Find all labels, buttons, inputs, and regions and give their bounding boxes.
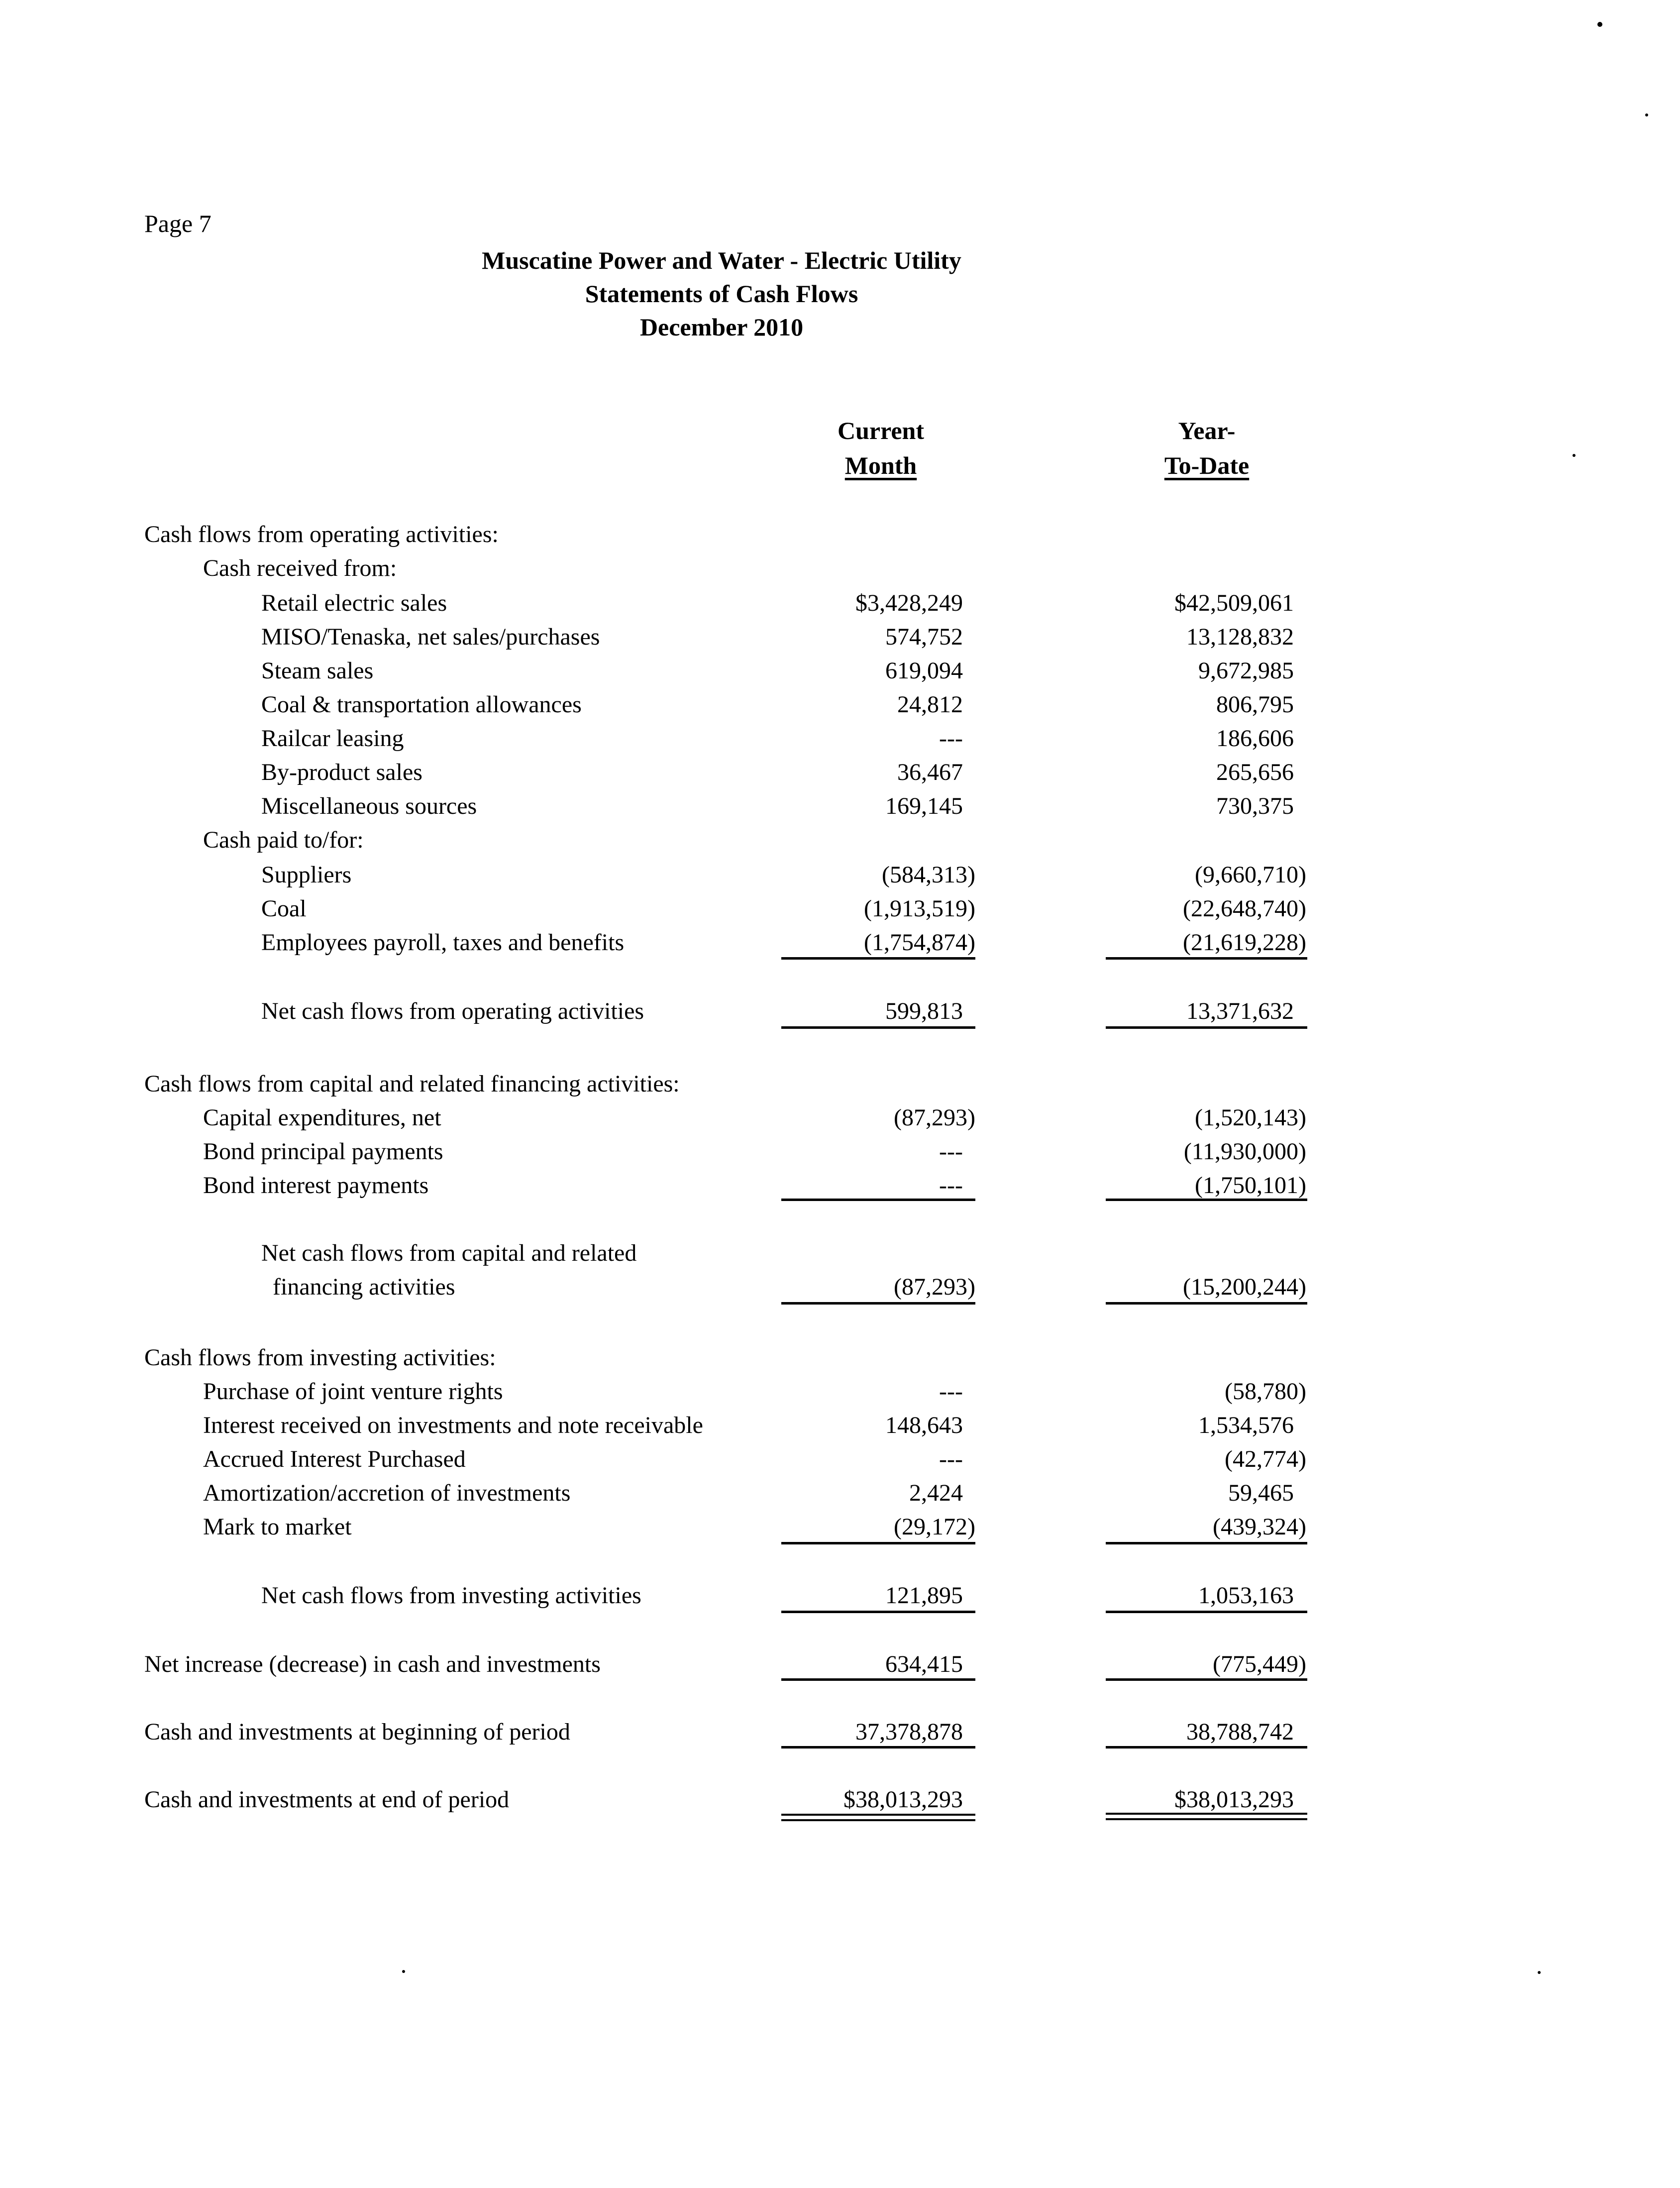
statement-title <box>0 244 1443 344</box>
scan-speck <box>1573 454 1575 457</box>
total-rule <box>781 1026 975 1029</box>
total-rule <box>781 1302 975 1305</box>
subtotal-rule <box>781 1199 975 1201</box>
total-rule <box>1106 1026 1307 1029</box>
total-row-operating: Net cash flows from operating activities 599,813 13,371,632 <box>261 998 1294 1024</box>
table-row: MISO/Tenaska, net sales/purchases 574,752 13,128,832 <box>261 624 1294 650</box>
subtotal-rule <box>781 1542 975 1544</box>
section-heading-operating: Cash flows from operating activities: <box>144 521 499 547</box>
total-row-financing-label: Net cash flows from capital and related <box>261 1240 637 1266</box>
table-row: Coal (1,913,519) (22,648,740) <box>261 895 1306 922</box>
total-rule <box>1106 1302 1307 1305</box>
subheading-cash-paid: Cash paid to/for: <box>203 827 364 853</box>
table-row: Employees payroll, taxes and benefits (1,754,874) (21,619,228) <box>261 929 1306 956</box>
total-rule <box>1106 1611 1307 1613</box>
subtotal-rule <box>1106 1199 1307 1201</box>
statement-name: Statements of Cash Flows <box>585 280 858 308</box>
double-rule-top <box>781 1814 975 1816</box>
table-row: By-product sales 36,467 265,656 <box>261 759 1294 785</box>
subtotal-rule <box>781 957 975 960</box>
beginning-balance-row: Cash and investments at beginning of period 37,378,878 38,788,742 <box>144 1719 1294 1745</box>
table-row: Railcar leasing --- 186,606 <box>261 725 1294 752</box>
total-rule <box>1106 1746 1307 1749</box>
double-rule-bottom <box>1106 1818 1307 1820</box>
ending-balance-row: Cash and investments at end of period $38,013,293 $38,013,293 <box>144 1786 1294 1813</box>
table-row: Suppliers (584,313) (9,660,710) <box>261 862 1306 888</box>
total-row-financing: financing activities (87,293) (15,200,244) <box>273 1274 1306 1300</box>
scan-speck <box>1538 1971 1541 1974</box>
table-row: Mark to market (29,172) (439,324) <box>203 1514 1306 1540</box>
table-row: Capital expenditures, net (87,293) (1,520,143) <box>203 1104 1306 1131</box>
net-change-row: Net increase (decrease) in cash and investments 634,415 (775,449) <box>144 1651 1306 1677</box>
total-rule <box>781 1611 975 1613</box>
column-header-current-month: Current Month <box>837 417 925 479</box>
subtotal-rule <box>1106 1542 1307 1544</box>
table-row: Accrued Interest Purchased --- (42,774) <box>203 1446 1306 1472</box>
double-rule-bottom <box>781 1819 975 1821</box>
table-row: Purchase of joint venture rights --- (58,780) <box>203 1378 1306 1405</box>
scan-speck <box>1597 22 1602 27</box>
table-row: Retail electric sales $3,428,249 $42,509,061 <box>261 590 1294 616</box>
total-rule <box>781 1678 975 1681</box>
column-header-year-to-date: Year- To-Date <box>1164 417 1250 479</box>
table-row: Bond principal payments --- (11,930,000) <box>203 1138 1306 1165</box>
page-label: Page 7 <box>144 210 211 237</box>
table-row: Amortization/accretion of investments 2,424 59,465 <box>203 1480 1294 1506</box>
scan-speck <box>402 1970 405 1973</box>
company-title: Muscatine Power and Water - Electric Utility <box>482 246 961 274</box>
table-row: Steam sales 619,094 9,672,985 <box>261 657 1294 684</box>
table-row: Coal & transportation allowances 24,812 806,795 <box>261 691 1294 718</box>
statement-period: December 2010 <box>639 313 804 341</box>
section-heading-financing: Cash flows from capital and related financing activities: <box>144 1071 680 1097</box>
total-rule <box>1106 1678 1307 1681</box>
scan-speck <box>1645 113 1648 116</box>
table-row: Bond interest payments --- (1,750,101) <box>203 1172 1306 1199</box>
table-row: Interest received on investments and note receivable 148,643 1,534,576 <box>203 1412 1294 1438</box>
section-heading-investing: Cash flows from investing activities: <box>144 1344 496 1371</box>
double-rule-top <box>1106 1813 1307 1815</box>
total-rule <box>781 1746 975 1749</box>
subtotal-rule <box>1106 957 1307 960</box>
subheading-cash-received: Cash received from: <box>203 555 397 581</box>
table-row: Miscellaneous sources 169,145 730,375 <box>261 793 1294 819</box>
total-row-investing: Net cash flows from investing activities 121,895 1,053,163 <box>261 1582 1294 1609</box>
